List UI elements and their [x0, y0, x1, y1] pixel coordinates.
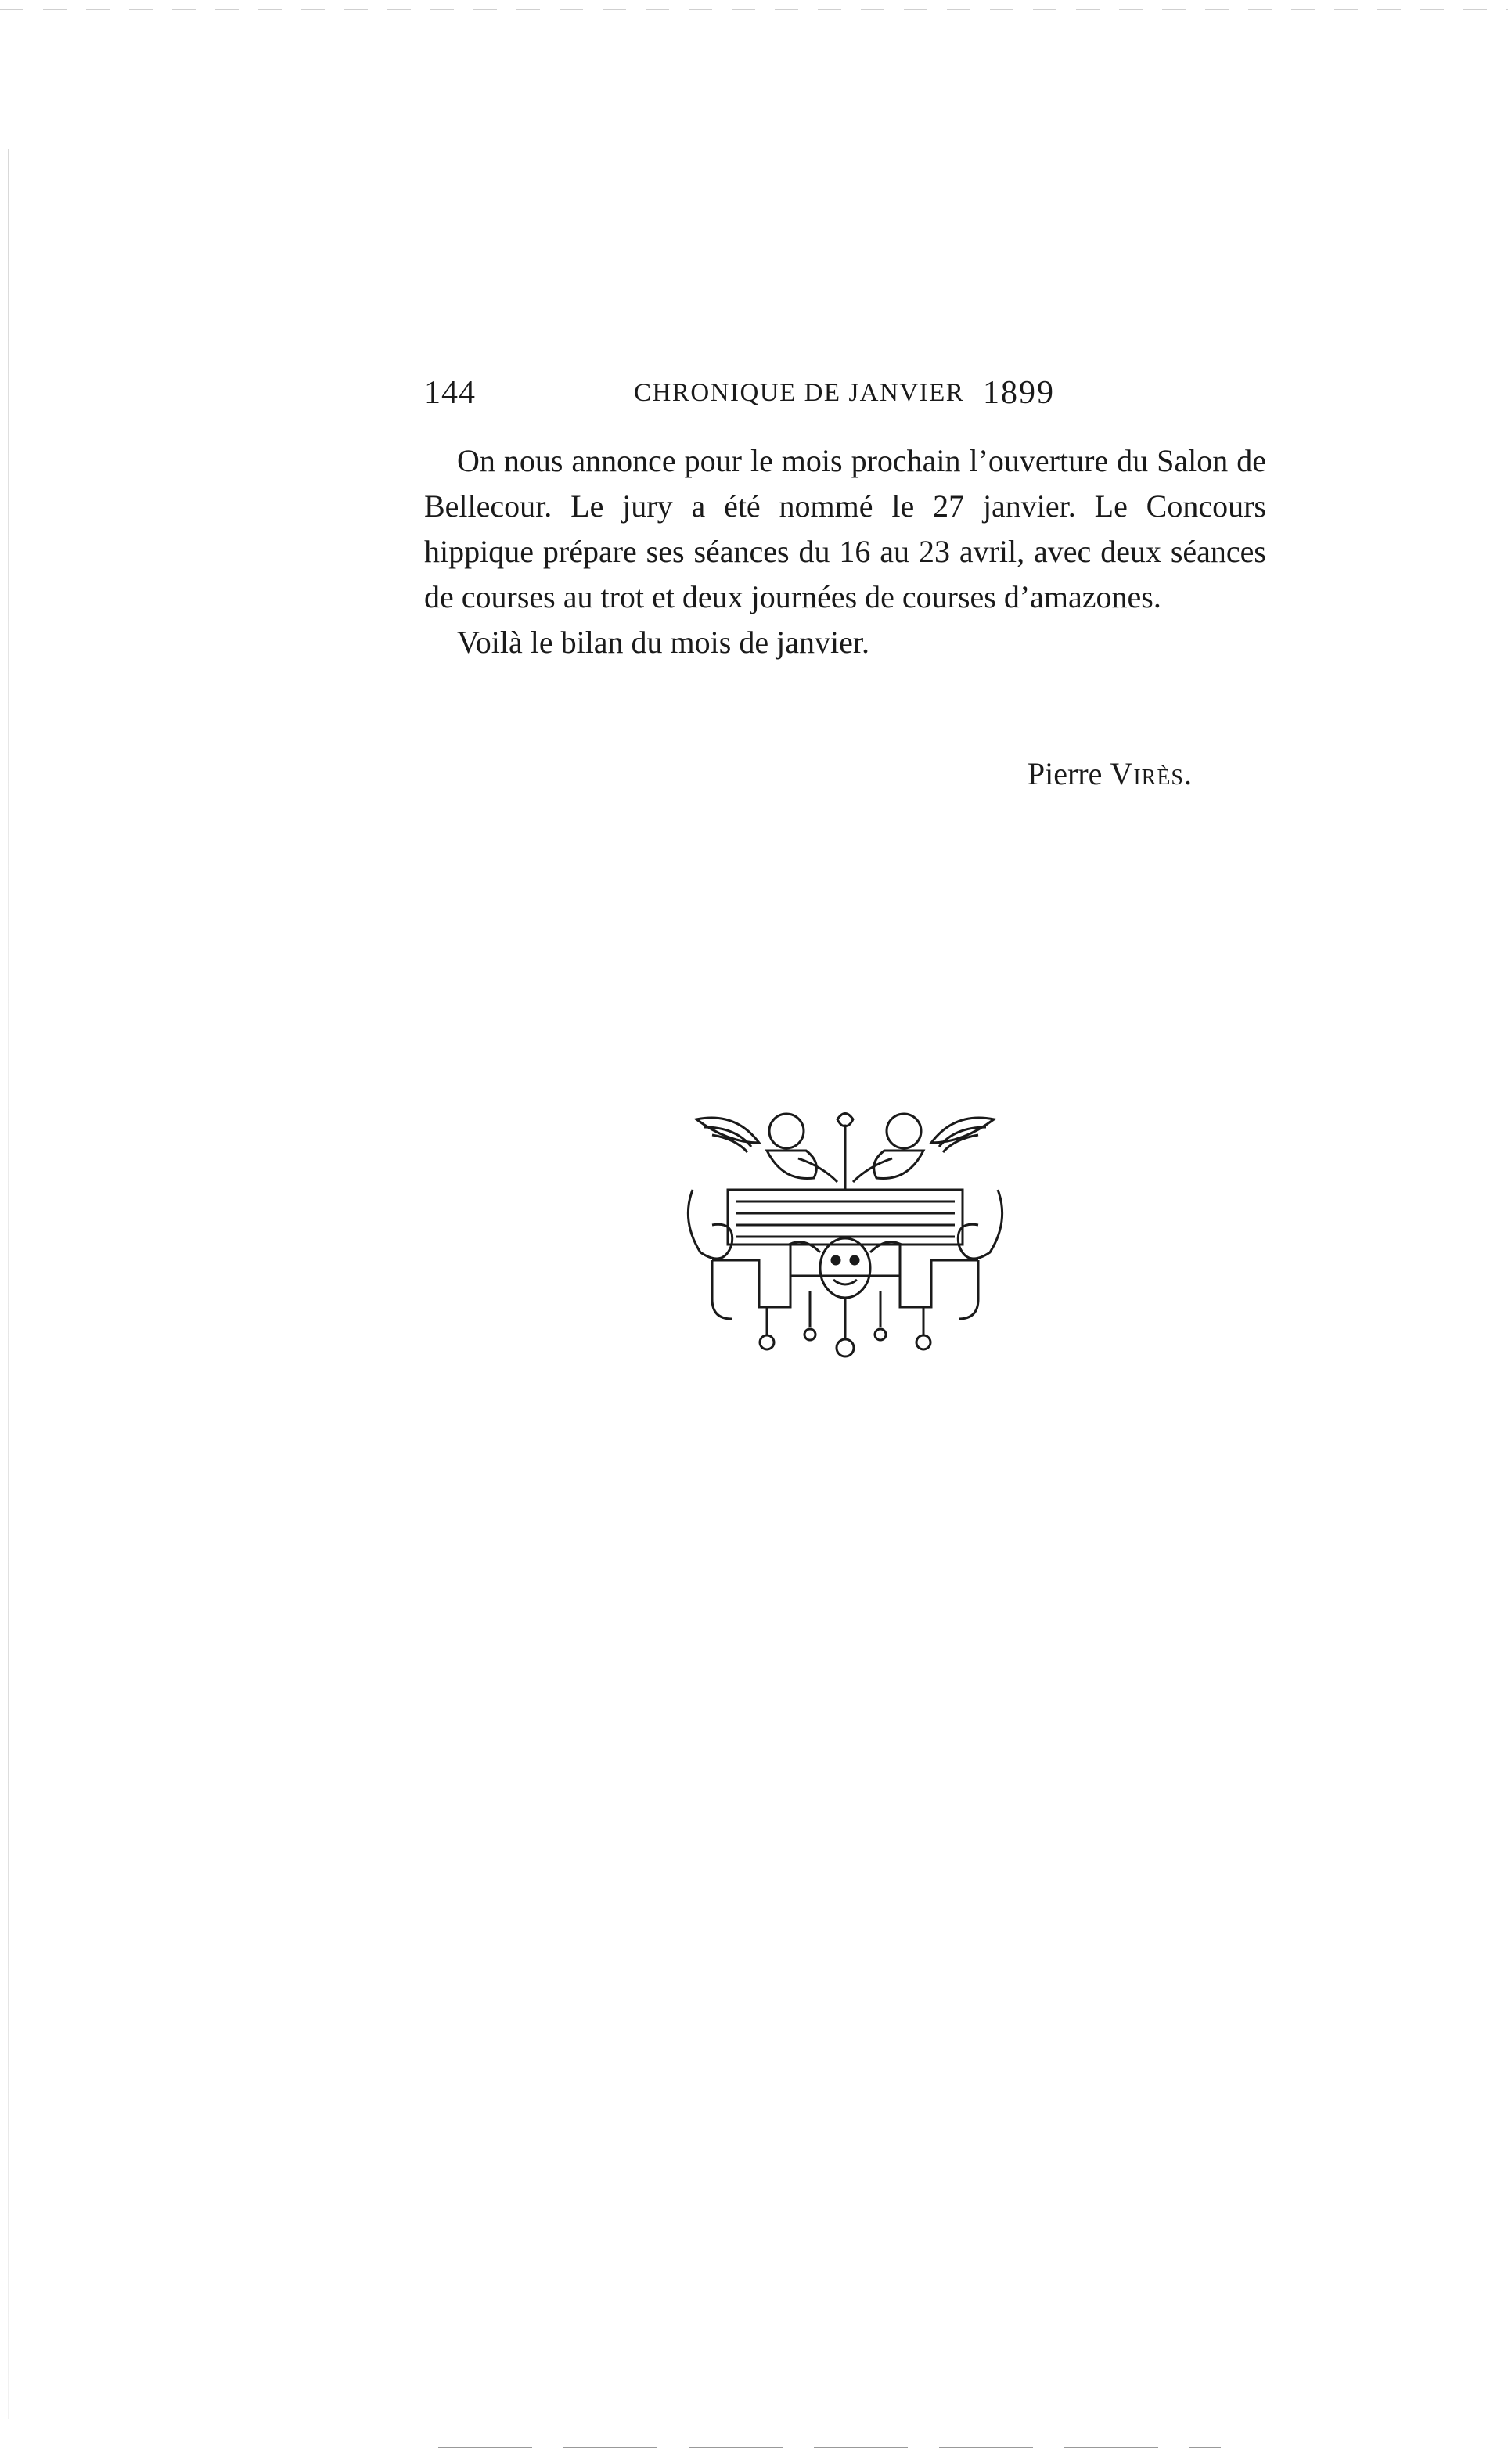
scan-top-edge: [0, 9, 1508, 10]
page-number: 144: [424, 375, 476, 411]
paragraph-2: Voilà le bilan du mois de janvier.: [457, 625, 869, 660]
paragraph-1: On nous annonce pour le mois prochain l’ouverture du Salon de Bellecour. Le jury a été nommé le 27 janvier. Le Concours hippique prépare ses séances du 16 au 23 avril, avec deux séances de courses au trot et deux journées de courses d’amazones.: [424, 443, 1266, 614]
signature: [783, 755, 1193, 792]
body-text: [424, 438, 1266, 665]
signature-first-name: Pierre: [1027, 756, 1103, 791]
scan-bottom-edge: [438, 2447, 1221, 2448]
cherubs-mask-vignette-icon: [681, 1104, 1010, 1370]
running-head-year: 1899: [983, 375, 1055, 411]
running-head: [424, 374, 1055, 421]
signature-last-name: Virès.: [1110, 756, 1193, 791]
scan-left-edge: [8, 149, 9, 2419]
running-head-title: CHRONIQUE DE JANVIER: [634, 379, 965, 407]
